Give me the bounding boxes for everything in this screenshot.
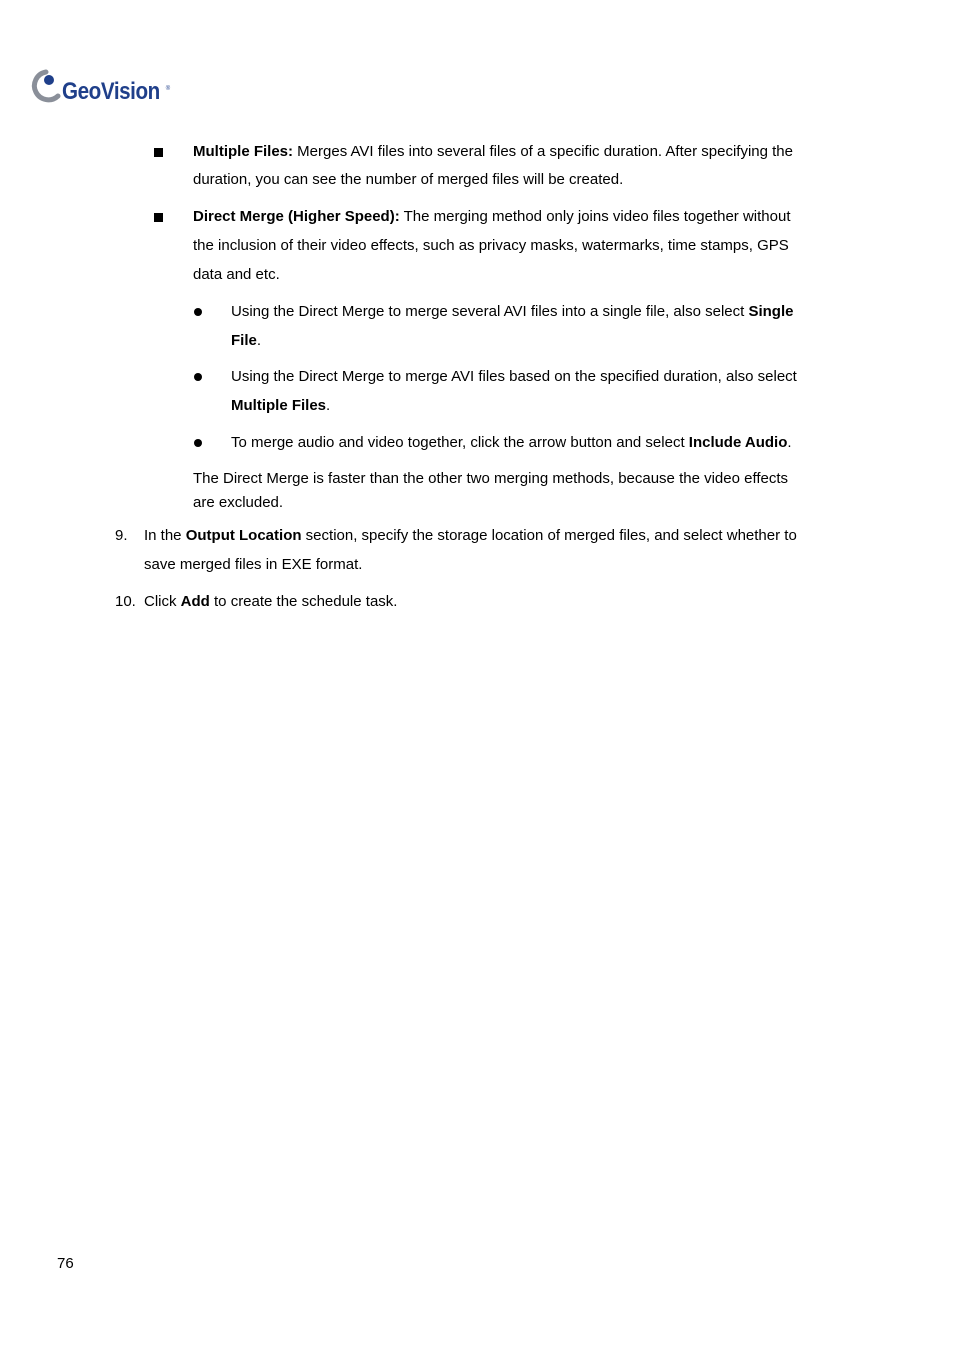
- logo-text: GeoVision: [62, 78, 160, 105]
- option-label: Direct Merge (Higher Speed):: [193, 208, 400, 225]
- dot-bullet-icon: [194, 308, 202, 316]
- option-multiple-files-line1: Multiple Files: Merges AVI files into several files of a specific duration. After specifying the: [193, 143, 793, 160]
- step-number: 10.: [115, 593, 136, 610]
- geovision-logo: [28, 68, 178, 108]
- sub-bullet-single-file-line2: File.: [231, 332, 262, 349]
- note-line1: The Direct Merge is faster than the other two merging methods, because the video effects: [193, 470, 789, 487]
- sub-bullet-single-file-line1: Using the Direct Merge to merge several AVI files into a single file, also select Single: [231, 303, 794, 320]
- page-number: 76: [57, 1255, 74, 1272]
- dot-bullet-icon: [194, 373, 202, 381]
- step-9-line1: In the Output Location section, specify the storage location of merged files, and select whether to: [144, 527, 797, 544]
- option-direct-merge-line3: data and etc.: [193, 266, 280, 283]
- sub-bullet-multiple-files-line2: Multiple Files.: [231, 397, 331, 414]
- step-number: 9.: [115, 527, 128, 544]
- option-label: Multiple Files:: [193, 143, 294, 160]
- option-direct-merge-line1: Direct Merge (Higher Speed): The merging method only joins video files together without: [193, 208, 791, 225]
- logo-registered-mark: ®: [165, 86, 171, 92]
- dot-bullet-icon: [194, 439, 202, 447]
- square-bullet-icon: [154, 148, 163, 157]
- option-direct-merge-line2: the inclusion of their video effects, such as privacy masks, watermarks, time stamps, GPS: [193, 237, 789, 254]
- note-line2: are excluded.: [193, 494, 284, 511]
- sub-bullet-include-audio-line1: To merge audio and video together, click the arrow button and select Include Audio.: [231, 434, 792, 451]
- option-multiple-files-line2: duration, you can see the number of merged files will be created.: [193, 171, 624, 188]
- sub-bullet-multiple-files-line1: Using the Direct Merge to merge AVI files based on the specified duration, also select: [231, 368, 797, 385]
- square-bullet-icon: [154, 213, 163, 222]
- step-10-line1: Click Add to create the schedule task.: [144, 593, 398, 610]
- step-9-line2: save merged files in EXE format.: [144, 556, 363, 573]
